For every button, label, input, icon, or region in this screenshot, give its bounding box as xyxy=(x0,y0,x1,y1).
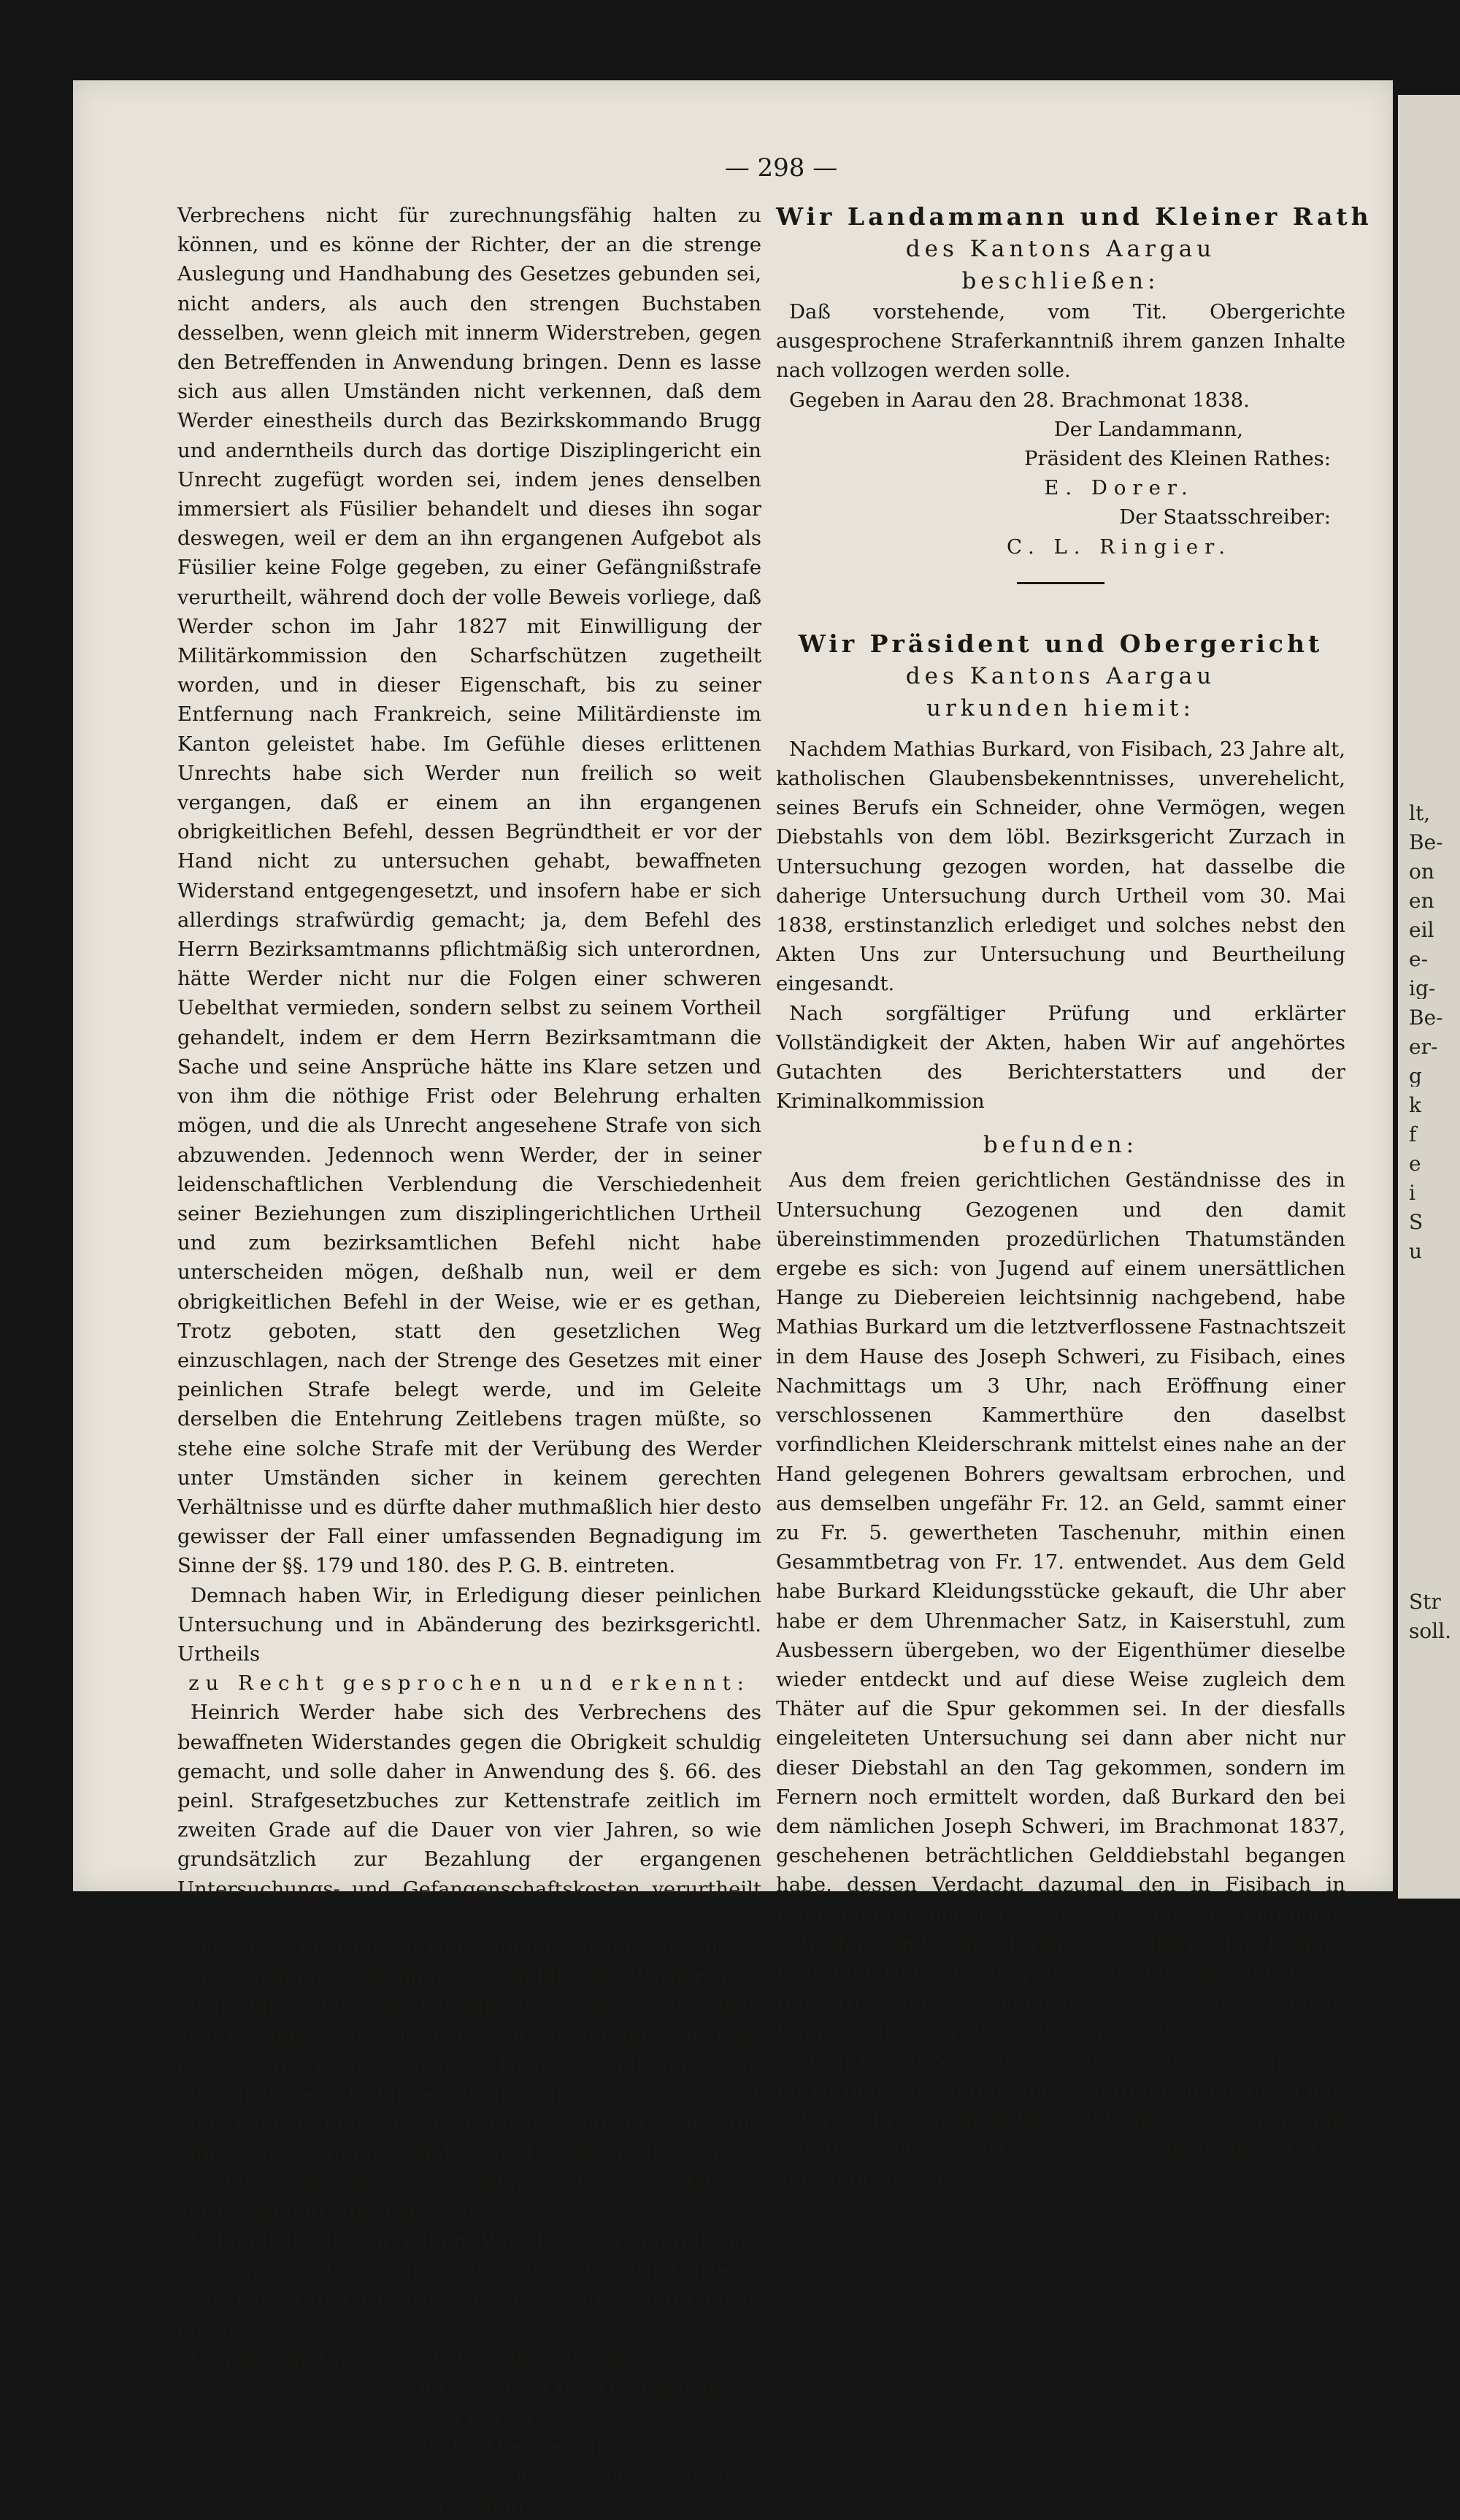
adjacent-page-fragment: Be- xyxy=(1409,1008,1443,1028)
adjacent-page-fragment: er- xyxy=(1409,1037,1438,1057)
paragraph: Aus dem freien gerichtlichen Geständnisse des in Untersuchung Gezogenen und den damit übereinstimmenden prozedürlichen Thatumständen ergebe es sich: von Jugend auf einem unersättlichen Hange zu Diebereien leichtsinnig nachgebend, habe Mathias Burkard um die letztverflossene Fastnachtszeit in dem Hause des Joseph Schweri, zu Fisibach, eines Nachmittags um 3 Uhr, nach Eröffnung einer verschlossenen Kammerthüre den daselbst vorfindlichen Kleiderschrank mittelst eines nahe an der Hand gelegenen Bohrers gewaltsam erbrochen, und aus demselben ungefähr Fr. 12. an Geld, sammt einer zu Fr. 5. gewertheten Taschenuhr, mithin einen Gesammtbetrag von Fr. 17. entwendet. Aus dem Geld habe Burkard Kleidungsstücke gekauft, die Uhr aber habe er dem Uhrenmacher Satz, in Kaiserstuhl, zum Ausbessern übergeben, wo der Eigenthümer dieselbe wieder entdeckt und auf diese Weise zugleich dem Thäter auf die Spur gekommen sei. In der diesfalls eingeleiteten Untersuchung sei dann aber nicht nur dieser Diebstahl an den Tag gekommen, sondern im Fernern noch ermittelt worden, daß Burkard den bei dem nämlichen Joseph Schweri, im Brachmonat 1837, geschehenen beträchtlichen Gelddiebstahl begangen habe, dessen Verdacht dazumal den in Fisibach in Diensten gestandenen Xaver Senn, von Unterendingen, betroffen; und ihm, obwohl unschuldig, eine längere Haft und Untersuchung auf den Hals gezogen habe. Burkard habe nämlich, wie aus seinen Eingeständnissen ebenfalls hervorgehe, zur besagten Zeit an einem Nachmittage, nach seiner Aussage blos im Vorbeiwege, durch eine Kelleröffnung hindurch den Schwert in seinem Keller Geld zählen gesehen, und sich die Stelle gemerkt, wo er dasselbe hingelegt. Um den sofort in ihm xyxy=(776,1168,1345,2191)
decree-subheading: des Kantons Aargau xyxy=(905,236,1216,262)
signature-title: Namens des Obergerichts: xyxy=(355,2435,628,2459)
signature-name: C. L. Ringier. xyxy=(1006,535,1232,559)
paragraph: Daß vorstehende, vom Tit. Obergerichte ausgesprochene Straferkanntniß ihrem ganzen Inhalte nach vollzogen werden solle. xyxy=(776,300,1345,383)
adjacent-page-fragment: en xyxy=(1409,891,1434,911)
adjacent-page-fragment: u xyxy=(1409,1241,1423,1262)
paragraph: Verbrechens nicht für zurechnungsfähig halten zu können, und es könne der Richter, der an die strenge Auslegung und Handhabung des Gesetzes gebunden sei, nicht anders, als auch den strengen Buchstaben desselben, wenn gleich mit innerm Widerstreben, gegen den Betreffenden in Anwendung bringen. Denn es lasse sich aus allen Umständen nicht verkennen, daß dem Werder einestheils durch das Bezirkskommando Brugg und anderntheils durch das dortige Disziplingericht ein Unrecht zugefügt worden sei, indem jenes denselben immersiert als Füsilier behandelt und dieses ihn sogar deswegen, weil er dem an ihn ergangenen Aufgebot als Füsilier keine Folge gegeben, zu einer Gefängnißstrafe verurtheilt, während doch der volle Beweis vorliege, daß Werder schon im Jahr 1827 mit Einwilligung der Militärkommission den Scharfschützen zugetheilt worden, und in dieser Eigenschaft, bis zu seiner Entfernung nach Frankreich, seine Militärdienste im Kanton geleistet habe. Im Gefühle dieses erlittenen Unrechts habe sich Werder nun freilich so weit vergangen, daß er einem an ihn ergangenen obrigkeitlichen Befehl, dessen Begründtheit er vor der Hand nicht zu untersuchen gehabt, bewaffneten Widerstand entgegengesetzt, und insofern habe er sich allerdings strafwürdig gemacht; ja, dem Befehl des Herrn Bezirksamtmanns pflichtmäßig sich unterordnen, hätte Werder nicht nur die Folgen einer schweren Uebelthat vermieden, sondern selbst zu seinem Vortheil gehandelt, indem er dem Herrn Bezirksamtmann die Sache und seine Ansprüche hätte ins Klare setzen und von ihm die nöthige Frist oder Belehrung erhalten mögen, und die als Unrecht angesehene Strafe von sich abzuwenden. Jedennoch wenn Werder, der in seiner leidenschaftlichen Verblendung die Verschiedenheit seiner Beziehungen zum disziplingerichtlichen Urtheil und zum bezirksamtlichen Befehl nicht habe unterscheiden mögen, deßhalb nun, weil er dem obrigkeitlichen Befehl in der Weise, wie er es gethan, Trotz geboten, statt den gesetzlichen Weg einzuschlagen, nach der Strenge des Gesetzes mit einer peinlichen Strafe belegt werde, und im Geleite derselben die Entehrung Zeitlebens tragen müßte, so stehe eine solche Strafe mit der Verübung des Werder unter Umständen sicher in keinem gerechten Verhältnisse und es dürfte daher muthmaßlich hier desto gewisser der Fall einer umfassenden Begnadigung im Sinne der §§. 179 und 180. des P. G. B. eintreten. xyxy=(177,204,761,1578)
adjacent-page-fragment: Str xyxy=(1409,1592,1441,1612)
signature-title: Der Staatsschreiber: xyxy=(1119,505,1331,529)
paragraph: Da der obergerichtliche Endentscheid in dieser Untersuchungssache ohne Verschulden des Werder, aber auch ohne Schuld des Obergerichts ungewöhnlich lang sich verzögert, so solle dem Verurtheilten die vom Tage der untergerichtlichen Urtheilsausfällung an ausgehaltene Gefangenschaft an der Strafzeit abgerechnet und er auch nicht schuldig sein, die daherigen Gefangenschafts- und Nahrungskosten zu bezahlen; dieselben seien vielmehr der Gerichtskasse zur Bezahlung auferlegt. V. R. W. xyxy=(177,1935,761,2224)
signature-title: Der Landammann, xyxy=(1053,417,1243,441)
adjacent-page-fragment: e xyxy=(1409,1154,1421,1174)
adjacent-page-fragment: k xyxy=(1409,1095,1421,1116)
adjacent-page-fragment: i xyxy=(1409,1183,1415,1203)
signature-title: Der Gerichtsschreiber: xyxy=(505,2464,739,2488)
adjacent-page-fragment: ig- xyxy=(1409,978,1436,999)
paragraph: Demnach haben Wir, in Erledigung dieser peinlichen Untersuchung und in Abänderung des bezirksgerichtl. Urtheils xyxy=(177,1583,761,1666)
section-heading: befunden: xyxy=(983,1132,1139,1159)
left-column xyxy=(177,201,761,2520)
decree-heading: Wir Landammann und Kleiner Rath xyxy=(776,202,1372,231)
section-heading: zu Recht gesprochen und erkennt: xyxy=(188,1671,750,1696)
page-number: — 298 — xyxy=(724,153,838,183)
paragraph: Heinrich Werder habe sich des Verbrechens des bewaffneten Widerstandes gegen die Obrigkeit schuldig gemacht, und solle daher in Anwendung des §. 66. des peinl. Strafgesetzbuches zur Kettenstrafe zeitlich im zweiten Grade auf die Dauer von vier Jahren, so wie grundsätzlich zur Bezahlung der ergangenen Untersuchungs- und Gefangenschaftskosten verurtheilt sein. xyxy=(177,1701,761,1930)
adjacent-page-fragment: Be- xyxy=(1409,832,1443,853)
adjacent-page-fragment: g xyxy=(1409,1066,1422,1087)
paragraph: Nach sorgfältiger Prüfung und erklärter Vollständigkeit der Akten, haben Wir auf angehörtes Gutachten des Berichterstatters und der Kriminalkommission xyxy=(776,1001,1345,1114)
decree-verb: urkunden hiemit: xyxy=(926,694,1195,721)
decree-subheading: des Kantons Aargau xyxy=(905,662,1216,689)
adjacent-page-fragment: lt, xyxy=(1409,803,1431,824)
section-divider xyxy=(1017,582,1104,584)
adjacent-page-fragment: S xyxy=(1409,1212,1424,1233)
adjacent-page-fragment: e- xyxy=(1409,949,1429,970)
signature-name: Ed. Rohr. xyxy=(437,2493,531,2517)
decree-verb: beschließen: xyxy=(961,268,1160,294)
right-column xyxy=(776,201,1372,2194)
paragraph: Urkundlich dessen haben Wir diese Erkanntniß mit Unserm Siegel verwahren und durch Unsern HgHerrn Präsidenten und Unsern Gerichtsschreiber unterziehen lassen. xyxy=(177,2229,761,2341)
paragraph: Nachdem Mathias Burkard, von Fisibach, 23 Jahre alt, katholischen Glaubensbekenntnisses, unverehelicht, seines Berufs ein Schneider, ohne Vermögen, wegen Diebstahls von dem löbl. Bezirksgericht Zurzach in Untersuchung gezogen worden, hat dasselbe die daherige Untersuchung durch Urtheil vom 30. Mai 1838, erstinstanzlich erlediget und solches nebst den Akten Uns zur Untersuchung und Beurtheilung eingesandt. xyxy=(776,737,1345,996)
adjacent-page-fragment: eil xyxy=(1409,920,1434,941)
signature-title: Der Präsident des Obergerichts: xyxy=(409,2376,739,2400)
date-line: Gegeben in Aarau am 21. Brachmonat 1837. xyxy=(191,2346,645,2370)
signature-title: Präsident des Kleinen Rathes: xyxy=(1023,447,1331,471)
signature-name: E. Dorer. xyxy=(1044,476,1194,500)
decree-heading: Wir Präsident und Obergericht xyxy=(798,629,1323,658)
signature-name: Tanner. xyxy=(430,2405,553,2429)
adjacent-page-fragment: f xyxy=(1409,1125,1417,1145)
adjacent-page-fragment: soll. xyxy=(1409,1621,1452,1642)
date-line: Gegeben in Aarau den 28. Brachmonat 1838. xyxy=(789,388,1250,412)
adjacent-page-fragment: on xyxy=(1409,862,1434,882)
